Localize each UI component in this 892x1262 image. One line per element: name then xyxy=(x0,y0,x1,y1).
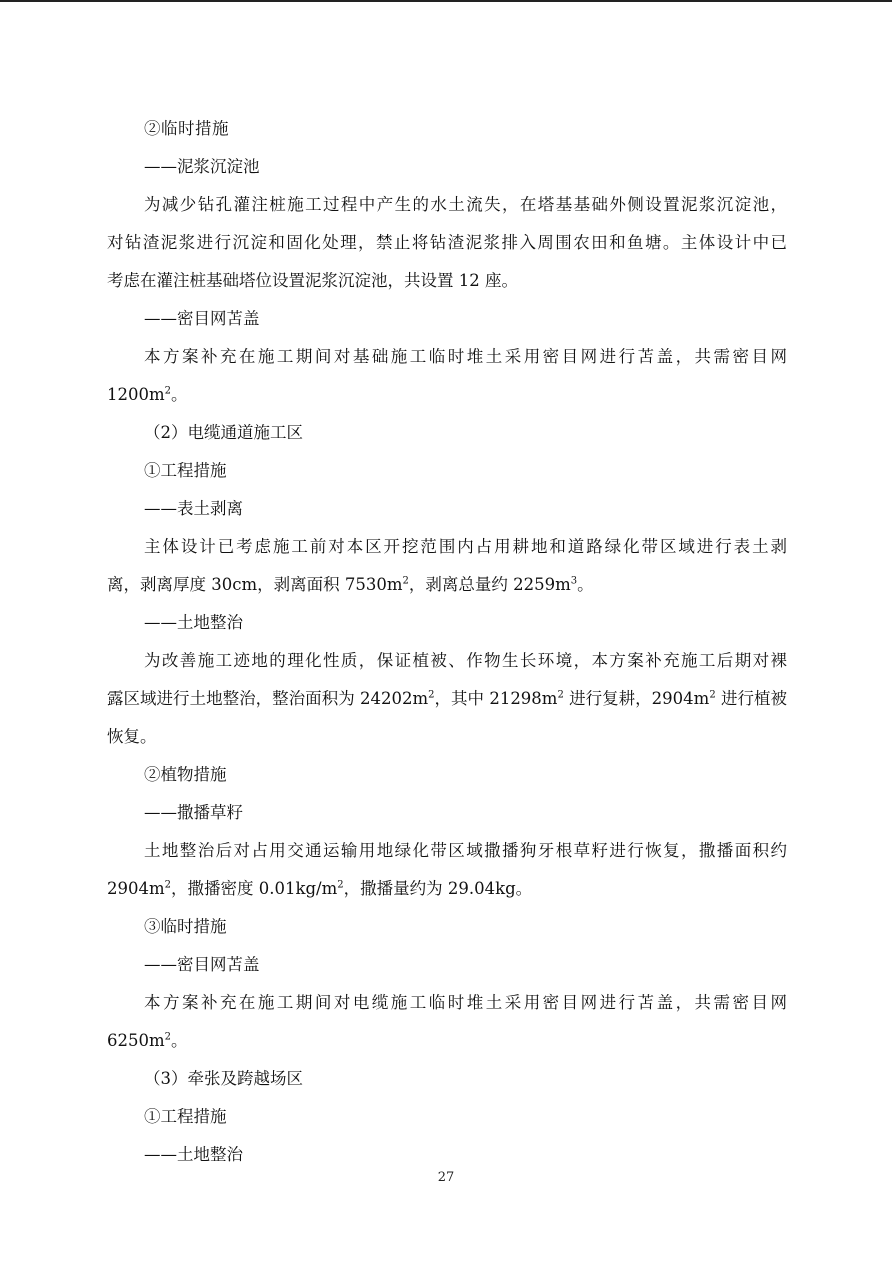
measure-mud-sedimentation-tank: ——泥浆沉淀池 xyxy=(144,157,260,176)
paragraph-line: 对钻渣泥浆进行沉淀和固化处理，禁止将钻渣泥浆排入周围农田和鱼塘。主体设计中已 xyxy=(107,233,787,252)
page-number: 27 xyxy=(437,1170,455,1185)
subheading-engineering-measures: ①工程措施 xyxy=(144,461,227,480)
subheading-temporary-measures: ③临时措施 xyxy=(144,917,227,936)
subheading-plant-measures: ②植物措施 xyxy=(144,765,227,784)
paragraph-line-end: 恢复。 xyxy=(107,727,157,746)
measure-dense-mesh-cover: ——密目网苫盖 xyxy=(144,309,260,328)
paragraph-line: 土地整治后对占用交通运输用地绿化带区域撒播狗牙根草籽进行恢复，撒播面积约 xyxy=(144,841,787,860)
measure-dense-mesh-cover: ——密目网苫盖 xyxy=(144,955,260,974)
document-body xyxy=(107,110,787,1174)
paragraph-line: 露区域进行土地整治，整治面积为 $24202m^2$，其中 $21298m^2$ 进行复耕，$2904m^2$ 进行植被 xyxy=(107,689,787,708)
paragraph-line-end: $2904m^2$，撒播密度 $0.01kg/m^2$，撒播量约为 29.04kg。 xyxy=(107,879,533,898)
paragraph-line-end: $6250m^2$。 xyxy=(107,1031,188,1050)
paragraph-line-end: $1200m^2$。 xyxy=(107,385,188,404)
section-heading-cable-channel: （2）电缆通道施工区 xyxy=(144,423,303,442)
subheading-temporary-measures: ②临时措施 xyxy=(144,119,229,138)
paragraph-line-end: 考虑在灌注桩基础塔位设置泥浆沉淀池，共设置 12 座。 xyxy=(107,271,518,290)
paragraph-line: 为减少钻孔灌注桩施工过程中产生的水土流失，在塔基基础外侧设置泥浆沉淀池， xyxy=(144,195,787,214)
paragraph-line: 为改善施工迹地的理化性质，保证植被、作物生长环境，本方案补充施工后期对裸 xyxy=(144,651,787,670)
section-heading-tension-crossing-field: （3）牵张及跨越场区 xyxy=(144,1069,303,1088)
measure-grass-seeding: ——撒播草籽 xyxy=(144,803,243,822)
measure-land-consolidation: ——土地整治 xyxy=(144,613,243,632)
measure-topsoil-stripping: ——表土剥离 xyxy=(144,499,243,518)
paragraph-line-end: 离，剥离厚度 30cm，剥离面积 $7530m^2$，剥离总量约 $2259m^3$。 xyxy=(107,575,594,594)
paragraph-line: 主体设计已考虑施工前对本区开挖范围内占用耕地和道路绿化带区域进行表土剥 xyxy=(144,537,787,556)
paragraph-line: 本方案补充在施工期间对电缆施工临时堆土采用密目网进行苫盖，共需密目网 xyxy=(144,993,787,1012)
measure-land-consolidation: ——土地整治 xyxy=(144,1145,243,1164)
subheading-engineering-measures: ①工程措施 xyxy=(144,1107,227,1126)
paragraph-line: 本方案补充在施工期间对基础施工临时堆土采用密目网进行苫盖，共需密目网 xyxy=(144,347,787,366)
top-border-rule xyxy=(0,0,892,2)
